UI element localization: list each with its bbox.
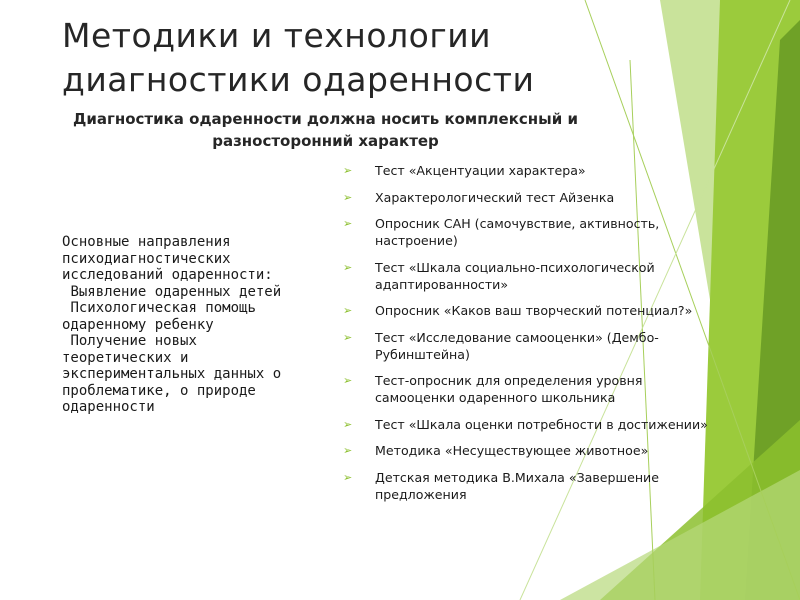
list-item [343,469,723,503]
test-label: Тест «Акцентуации характера» [375,163,586,178]
list-item [343,416,723,433]
list-item [343,329,723,363]
test-label: Опросник САН (самочувствие, активность, настроение) [375,216,660,248]
arrow-bullet-icon: ➢ [343,374,353,387]
arrow-bullet-icon: ➢ [343,330,353,344]
test-label: Методика «Несуществующее животное» [375,443,649,458]
test-label: Тест «Шкала социально-психологической адаптированности» [375,259,655,292]
list-item [343,259,723,293]
list-item [343,442,723,459]
tests-list [343,162,723,512]
test-label: Тест «Шкала оценки потребности в достижении» [375,416,708,432]
list-item [343,162,723,179]
directions-heading: Основные направления психодиагностических исследований одаренности: [62,234,273,283]
test-label: Тест «Исследование самооценки» (Дембо-Рубинштейна) [375,329,659,362]
arrow-bullet-icon: ➢ [343,444,353,457]
page-title: Методики и технологии диагностики одаренности [62,16,535,99]
arrow-bullet-icon: ➢ [343,217,353,230]
test-label: Детская методика В.Михала «Завершение предложения [375,469,659,502]
test-label: Тест-опросник для определения уровня самооценки одаренного школьника [375,373,643,405]
directions-block [62,234,307,416]
test-label: Опросник «Каков ваш творческий потенциал?» [375,303,693,318]
direction-item: Выявление одаренных детей [62,283,282,300]
list-item [343,372,723,406]
list-item [343,215,723,249]
arrow-bullet-icon: ➢ [343,470,353,484]
subtitle: Диагностика одаренности должна носить комплексный и разносторонний характер [73,110,578,150]
arrow-bullet-icon: ➢ [343,304,353,317]
direction-item: Психологическая помощь одаренному ребенку [62,300,265,333]
list-item [343,302,723,319]
list-item [343,189,723,206]
test-label: Характерологический тест Айзенка [375,189,615,205]
arrow-bullet-icon: ➢ [343,417,353,431]
arrow-bullet-icon: ➢ [343,190,353,204]
arrow-bullet-icon: ➢ [343,260,353,274]
direction-item: Получение новых теоретических и экспериментальных данных о проблематике, о природе одаренности [62,333,290,415]
arrow-bullet-icon: ➢ [343,164,353,177]
